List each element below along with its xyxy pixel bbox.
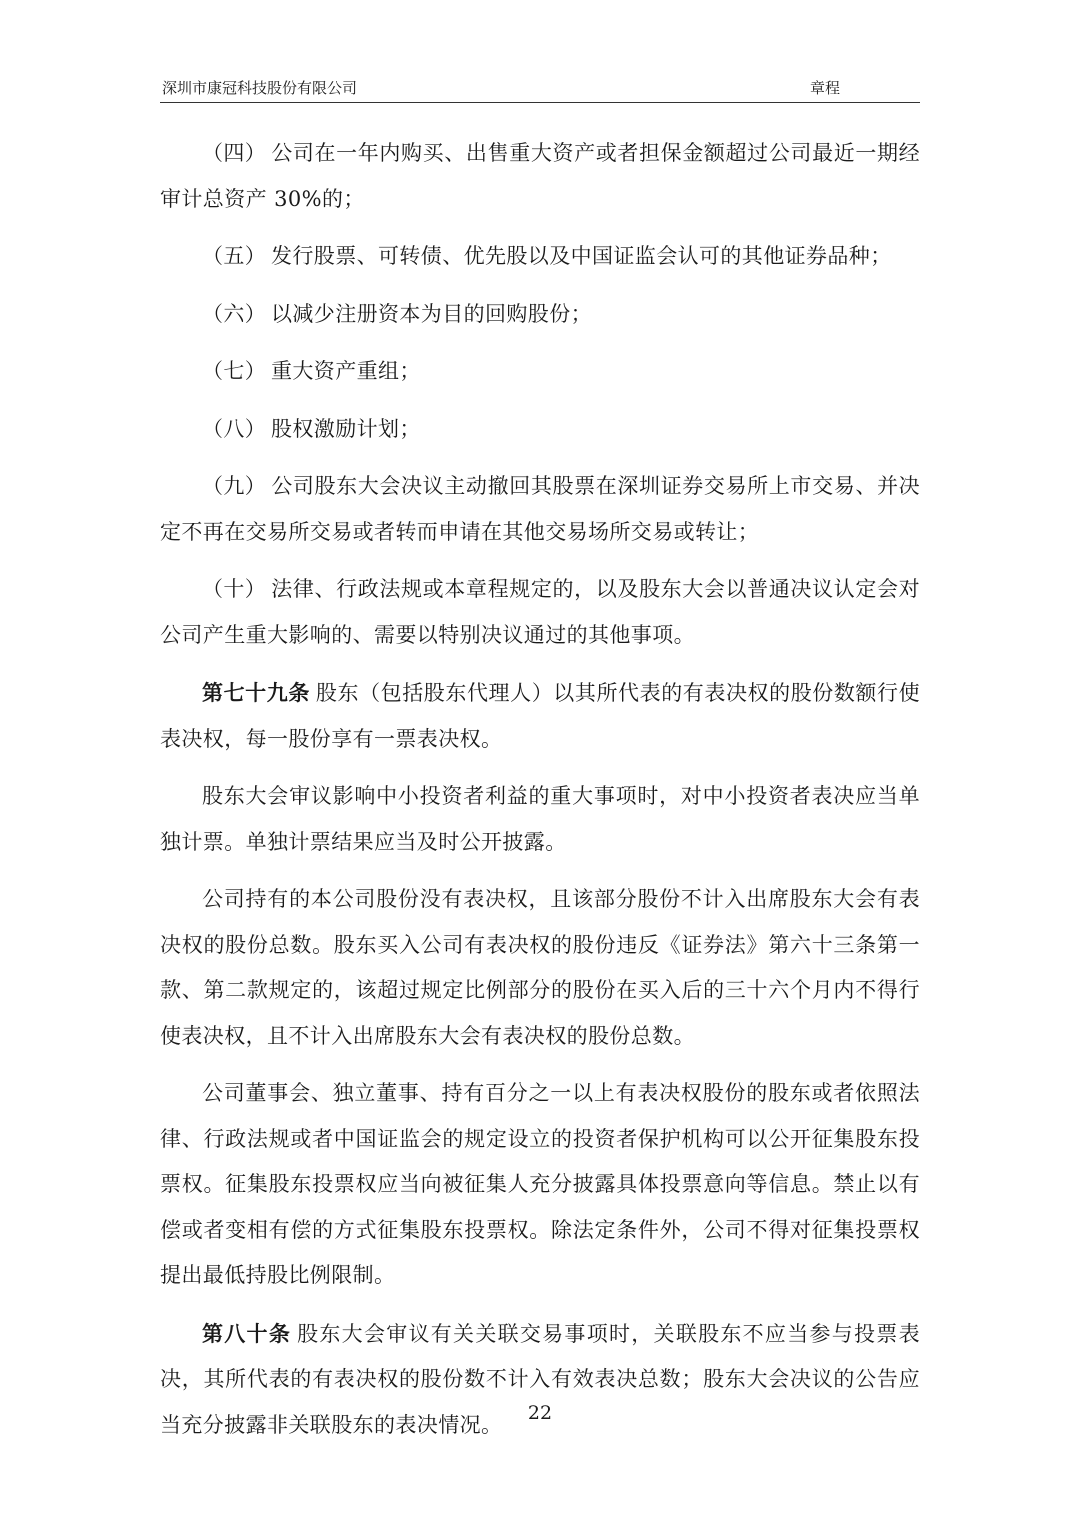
- article-79-paragraph: 股东大会审议影响中小投资者利益的重大事项时，对中小投资者表决应当单独计票。单独计票结果应当及时公开披露。: [160, 784, 920, 854]
- header-company-name: 深圳市康冠科技股份有限公司: [162, 79, 358, 97]
- page-header: [160, 76, 920, 103]
- page-body: [160, 131, 920, 1460]
- item-text: 发行股票、可转债、优先股以及中国证监会认可的其他证券品种；: [271, 244, 892, 268]
- item-number: （十）: [202, 577, 267, 601]
- item-text: 公司在一年内购买、出售重大资产或者担保金额超过公司最近一期经审计总资产 30%的；: [160, 141, 920, 211]
- article-79: [160, 670, 920, 762]
- item-number: （四）: [202, 141, 267, 165]
- article-80: [160, 1311, 920, 1449]
- article-79-paragraph: 公司董事会、独立董事、持有百分之一以上有表决权股份的股东或者依照法律、行政法规或者中国证监会的规定设立的投资者保护机构可以公开征集股东投票权。征集股东投票权应当向被征集人充分披露具体投票意向等信息。禁止以有偿或者变相有偿的方式征集股东投票权。除法定条件外，公司不得对征集投票权提出最低持股比例限制。: [160, 1081, 920, 1287]
- item-text: 股权激励计划；: [271, 416, 421, 441]
- article-80-title: 第八十条: [202, 1320, 292, 1346]
- list-item: [160, 292, 920, 338]
- article-79-text: 股东（包括股东代理人）以其所代表的有表决权的股份数额行使表决权，每一股份享有一票表决权。: [160, 681, 920, 751]
- article-79-paragraph: 公司持有的本公司股份没有表决权，且该部分股份不计入出席股东大会有表决权的股份总数。股东买入公司有表决权的股份违反《证券法》第六十三条第一款、第二款规定的，该超过规定比例部分的股份在买入后的三十六个月内不得行使表决权，且不计入出席股东大会有表决权的股份总数。: [160, 887, 920, 1048]
- list-item: [160, 131, 920, 222]
- list-item: [160, 567, 920, 658]
- list-item: [160, 349, 920, 395]
- item-number: （七）: [202, 359, 267, 383]
- list-item: [160, 464, 920, 555]
- page-number: 22: [527, 1402, 553, 1424]
- item-number: （五）: [202, 244, 267, 268]
- article-80-text: 股东大会审议有关关联交易事项时，关联股东不应当参与投票表决，其所代表的有表决权的股份数不计入有效表决总数；股东大会决议的公告应当充分披露非关联股东的表决情况。: [160, 1321, 920, 1437]
- item-number: （六）: [202, 301, 267, 326]
- article-79-title: 第七十九条: [202, 680, 310, 705]
- item-text: 公司股东大会决议主动撤回其股票在深圳证券交易所上市交易、并决定不再在交易所交易或者转而申请在其他交易场所交易或转让；: [160, 474, 920, 544]
- item-number: （九）: [202, 474, 267, 498]
- header-document-type: 章程: [810, 79, 841, 97]
- item-text: 重大资产重组；: [271, 359, 421, 383]
- item-text: 以减少注册资本为目的回购股份；: [271, 301, 592, 326]
- item-number: （八）: [202, 416, 267, 441]
- list-item: [160, 234, 920, 280]
- item-text: 法律、行政法规或本章程规定的，以及股东大会以普通决议认定会对公司产生重大影响的、需要以特别决议通过的其他事项。: [160, 577, 920, 647]
- list-item: [160, 407, 920, 453]
